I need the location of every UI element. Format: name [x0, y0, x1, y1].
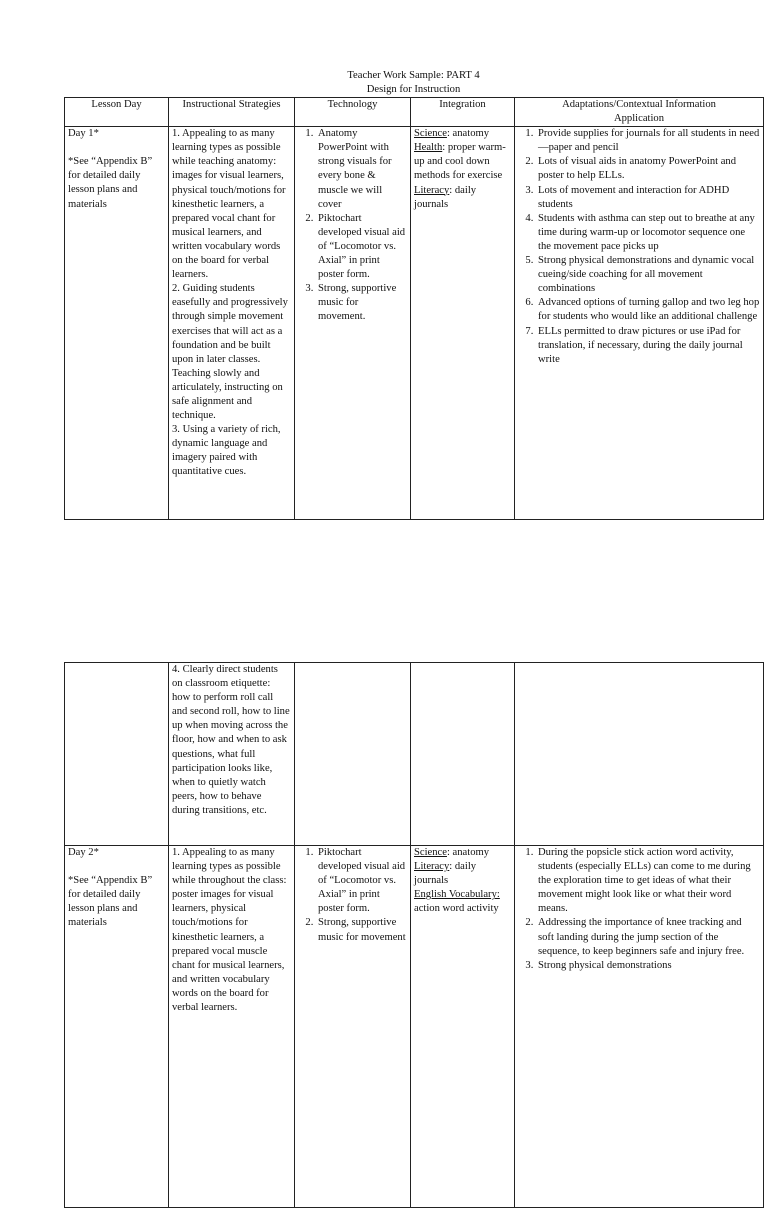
- adaptations-cell: [515, 127, 764, 520]
- header-strategies: Instructional Strategies: [169, 98, 295, 127]
- integration-item: Health: proper warm-up and cool down methods for exercise: [414, 142, 506, 182]
- strategies-cell: [169, 127, 295, 520]
- lesson-day-cell: [65, 846, 169, 1208]
- day-label: Day 2*: [68, 847, 99, 858]
- list-item: 1. Anatomy PowerPoint with strong visuals for every bone & muscle we will cover: [316, 127, 407, 212]
- technology-cell: [295, 127, 411, 520]
- list-item: 2. Lots of visual aids in anatomy PowerPoint and poster to help ELLs.: [536, 155, 760, 183]
- technology-cell: [295, 663, 411, 846]
- strategy-item: 1. Appealing to as many learning types as possible while throughout the class: poster images for visual learners, physical touch/motions for kinesthetic learners, a prepared vocal muscle chant for musical learners, and written vocabulary words on the board for verbal learners.: [172, 847, 287, 1014]
- list-item: 1. Provide supplies for journals for all students in need—paper and pencil: [536, 127, 760, 155]
- integration-item: English Vocabulary: action word activity: [414, 889, 500, 915]
- strategy-item: 1. Appealing to as many learning types as possible while teaching anatomy: images for visual learners, physical touch/motions for kinesthetic learners, a prepared vocal chant for musical learners, and written vocabulary words on the board for verbal learners.: [172, 128, 286, 281]
- integration-cell: [411, 663, 515, 846]
- instruction-table: [64, 97, 764, 520]
- table-row: [65, 663, 764, 846]
- list-item: 1. Piktochart developed visual aid of “Locomotor vs. Axial” in print poster form.: [316, 846, 407, 916]
- document-title: [64, 69, 763, 97]
- integration-item: Science: anatomy: [414, 847, 490, 858]
- technology-cell: [295, 846, 411, 1208]
- header-adaptations: Adaptations/Contextual Information Application: [515, 98, 764, 127]
- title-line-2: Design for Instruction: [366, 84, 461, 95]
- list-item: 2. Piktochart developed visual aid of “Locomotor vs. Axial” in print poster form.: [316, 212, 407, 282]
- adaptations-cell: [515, 846, 764, 1208]
- title-line-1: Teacher Work Sample: PART 4: [347, 70, 480, 81]
- list-item: 5. Strong physical demonstrations and dynamic vocal cueing/side coaching for all movement combinations: [536, 254, 760, 296]
- adaptations-cell: [515, 663, 764, 846]
- lesson-day-cell: [65, 663, 169, 846]
- appendix-note: *See “Appendix B” for detailed daily lesson plans and materials: [68, 875, 153, 929]
- list-item: 7. ELLs permitted to draw pictures or use iPad for translation, if necessary, during the daily journal write: [536, 325, 760, 367]
- lesson-day-cell: [65, 127, 169, 520]
- integration-item: Literacy: daily journals: [414, 861, 477, 887]
- header-lesson-day: Lesson Day: [65, 98, 169, 127]
- integration-cell: [411, 846, 515, 1208]
- integration-cell: [411, 127, 515, 520]
- list-item: 6. Advanced options of turning gallop and two leg hop for students who would like an additional challenge: [536, 296, 760, 324]
- list-item: 3. Lots of movement and interaction for ADHD students: [536, 184, 760, 212]
- day-label: Day 1*: [68, 128, 99, 140]
- list-item: 2. Addressing the importance of knee tracking and soft landing during the jump section of the sequence, to keep beginners safe and injury free.: [536, 916, 760, 958]
- list-item: 3. Strong, supportive music for movement.: [316, 282, 407, 324]
- integration-item: Literacy: daily journals: [414, 184, 477, 210]
- list-item: 3. Strong physical demonstrations: [536, 959, 760, 973]
- table-row: [65, 846, 764, 1208]
- list-item: 2. Strong, supportive music for movement: [316, 916, 407, 944]
- strategy-item: 3. Using a variety of rich, dynamic language and imagery paired with quantitative cues.: [172, 424, 281, 478]
- strategies-cell: [169, 663, 295, 846]
- header-row: [65, 98, 764, 127]
- list-item: 1. During the popsicle stick action word activity, students (especially ELLs) can come to me during the exploration time to get ideas of what their movement might look like or what their word means.: [536, 846, 760, 916]
- list-item: 4. Students with asthma can step out to breathe at any time during warm-up or locomotor sequence one the movement pace picks up: [536, 212, 760, 254]
- instruction-table-continued: [64, 662, 764, 1208]
- table-row: [65, 127, 764, 520]
- strategy-item: 4. Clearly direct students on classroom etiquette: how to perform roll call and second roll, how to line up when moving across the floor, how and when to ask questions, what full participation looks like, when to quietly watch peers, how to behave during transitions, etc.: [172, 664, 290, 816]
- header-integration: Integration: [411, 98, 515, 127]
- integration-item: Science: anatomy: [414, 128, 490, 140]
- header-technology: Technology: [295, 98, 411, 127]
- strategy-item: 2. Guiding students easefully and progressively through simple movement exercises that will act as a foundation and be built upon in later classes. Teaching slowly and articulately, instructing on safe alignment and technique.: [172, 283, 288, 422]
- strategies-cell: [169, 846, 295, 1208]
- appendix-note: *See “Appendix B” for detailed daily lesson plans and materials: [68, 156, 153, 210]
